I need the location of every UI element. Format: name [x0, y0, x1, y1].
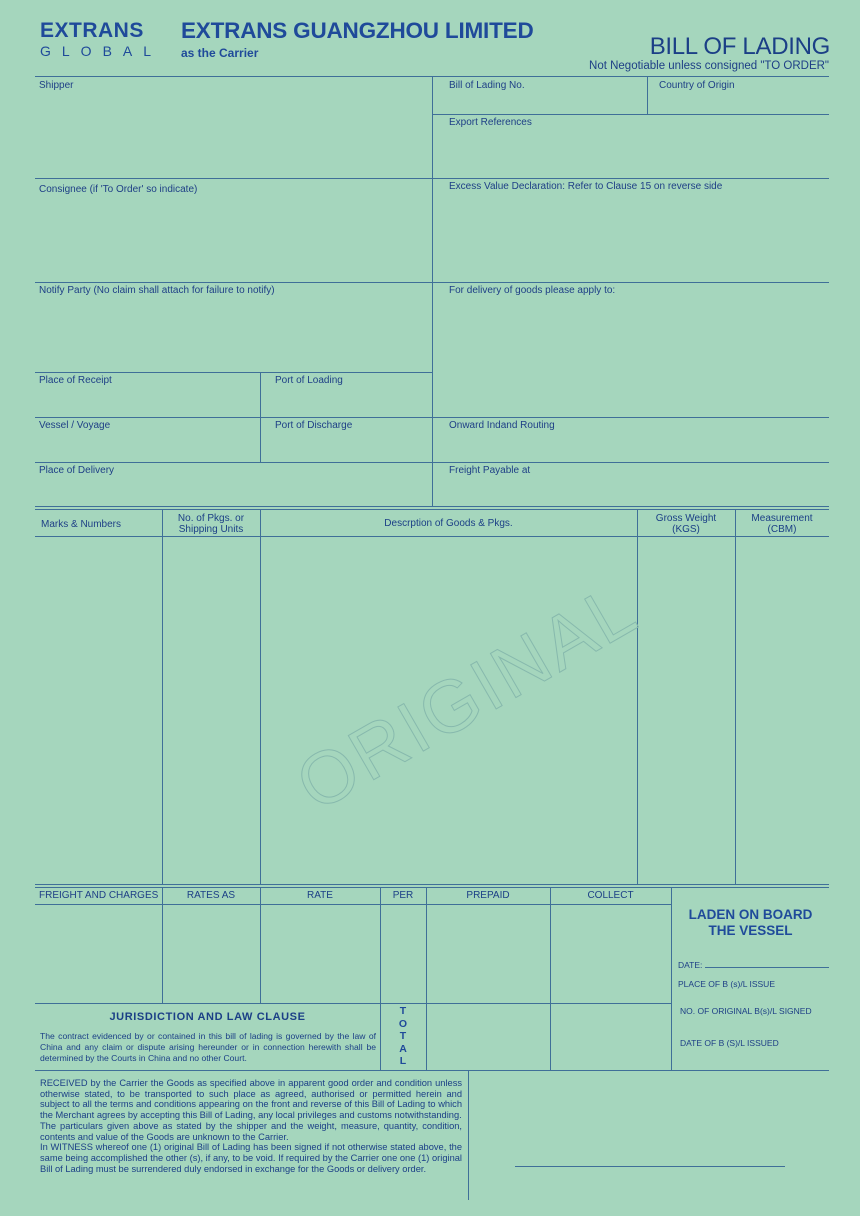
excess-value-label: Excess Value Declaration: Refer to Clause 15 on reverse side [449, 181, 723, 192]
rule [705, 967, 829, 968]
received-clause-p3: In WITNESS whereof one (1) original Bill of Lading has been signed if not otherwise stated above, the same being accomplished the other (s), if any, to be void. If required by the Carrier one one (1) original Bill of Lading must be surrendered duly endorsed in exchange for the Goods or delivery order. [40, 1142, 462, 1174]
carrier-note: as the Carrier [181, 46, 259, 60]
jurisdiction-text: The contract evidenced by or contained in this bill of lading is governed by the law of China and any claim or dispute arising hereunder or in connection herewith shall be determined by the Courts in China and no other Court. [40, 1031, 376, 1063]
gross-weight-header-line2: (KGS) [672, 524, 700, 535]
rule [35, 536, 829, 537]
logo-wordmark: EXTRANS [40, 19, 144, 42]
vessel-voyage-label: Vessel / Voyage [39, 420, 111, 431]
rule [426, 887, 427, 1070]
onward-routing-label: Onward Indand Routing [449, 420, 555, 431]
rule [647, 76, 648, 114]
gross-weight-header-line1: Gross Weight [655, 513, 717, 524]
freight-charges-header: FREIGHT AND CHARGES [39, 890, 159, 901]
rule [35, 1003, 672, 1004]
laden-date-label: DATE: [678, 960, 703, 970]
rule [35, 884, 829, 885]
port-of-loading-label: Port of Loading [275, 375, 343, 386]
prepaid-header: PREPAID [466, 890, 510, 901]
date-issued-label: DATE OF B (S)/L ISSUED [680, 1038, 779, 1048]
received-clause-p1: RECEIVED by the Carrier the Goods as specified above in apparent good order and condition unless otherwise stated, to be transported to such place as agreed, authorised or permitted herein and subject to all the terms and conditions appearing on the front and reverse of this Bill of Lading to which the Merchant agrees by accepting this Bill of Lading, any local privileges and customs notwithstanding. [40, 1078, 462, 1121]
total-letter: T [399, 1005, 407, 1017]
document-subtitle: Not Negotiable unless consigned "TO ORDER" [589, 60, 829, 72]
rule [260, 372, 261, 462]
laden-line1: LADEN ON BOARD [688, 907, 813, 922]
port-of-discharge-label: Port of Discharge [275, 420, 353, 431]
rates-as-header: RATES AS [186, 890, 236, 901]
rule [260, 887, 261, 1003]
rule [35, 887, 829, 888]
export-references-label: Export References [449, 117, 532, 128]
delivery-agent-label: For delivery of goods please apply to: [449, 285, 616, 296]
company-name: EXTRANS GUANGZHOU LIMITED [181, 18, 534, 43]
shipper-label: Shipper [39, 80, 74, 91]
document-title: BILL OF LADING [649, 33, 830, 60]
total-letter: T [399, 1030, 407, 1043]
rule [735, 509, 736, 884]
rule [162, 509, 163, 884]
rule [35, 509, 829, 510]
consignee-label: Consignee (if 'To Order' so indicate) [39, 184, 198, 195]
originals-signed-label: NO. OF ORIGINAL B(s)/L SIGNED [680, 1006, 812, 1016]
rule [35, 506, 829, 507]
rule [468, 1070, 469, 1200]
logo-subword: GLOBAL [40, 43, 163, 59]
place-of-receipt-label: Place of Receipt [39, 375, 112, 386]
rule [550, 887, 551, 1070]
laden-on-board-title [672, 907, 829, 939]
total-letter: O [398, 1017, 408, 1030]
collect-header: COLLECT [587, 890, 634, 901]
total-letter: L [399, 1055, 407, 1068]
rule [260, 509, 261, 884]
rule [35, 904, 672, 905]
country-origin-label: Country of Origin [659, 80, 735, 91]
freight-payable-label: Freight Payable at [449, 465, 531, 476]
rule [433, 114, 829, 115]
place-of-issue-label: PLACE OF B (s)/L ISSUE [678, 979, 775, 989]
total-vertical-label [380, 1005, 426, 1068]
original-watermark: ORIGINAL [282, 566, 652, 827]
rate-header: RATE [307, 890, 333, 901]
notify-party-label: Notify Party (No claim shall attach for failure to notify) [39, 285, 275, 296]
jurisdiction-title: JURISDICTION AND LAW CLAUSE [109, 1011, 306, 1023]
description-header: Descrption of Goods & Pkgs. [384, 518, 513, 529]
per-header: PER [392, 890, 414, 901]
gross-weight-header [637, 513, 735, 535]
measurement-header-line1: Measurement [751, 513, 813, 524]
rule [432, 76, 433, 506]
received-clause-p2: The particulars given above as stated by the shipper and the weight, measure, quantity, condition, contents and value of the Goods are unknown to the Carrier. [40, 1120, 462, 1142]
marks-numbers-header: Marks & Numbers [41, 519, 122, 530]
place-of-delivery-label: Place of Delivery [39, 465, 115, 476]
rule [35, 1070, 829, 1071]
rule [637, 509, 638, 884]
total-letter: A [399, 1042, 407, 1055]
rule [35, 372, 432, 373]
packages-header [162, 513, 260, 535]
packages-header-line1: No. of Pkgs. or [177, 513, 245, 524]
measurement-header [735, 513, 829, 535]
bl-number-label: Bill of Lading No. [449, 80, 525, 91]
rule [162, 887, 163, 1003]
packages-header-line2: Shipping Units [178, 524, 244, 535]
laden-line2: THE VESSEL [708, 923, 793, 938]
received-clause [40, 1078, 462, 1174]
signature-line [515, 1166, 785, 1167]
company-logo [40, 19, 163, 62]
measurement-header-line2: (CBM) [767, 524, 797, 535]
